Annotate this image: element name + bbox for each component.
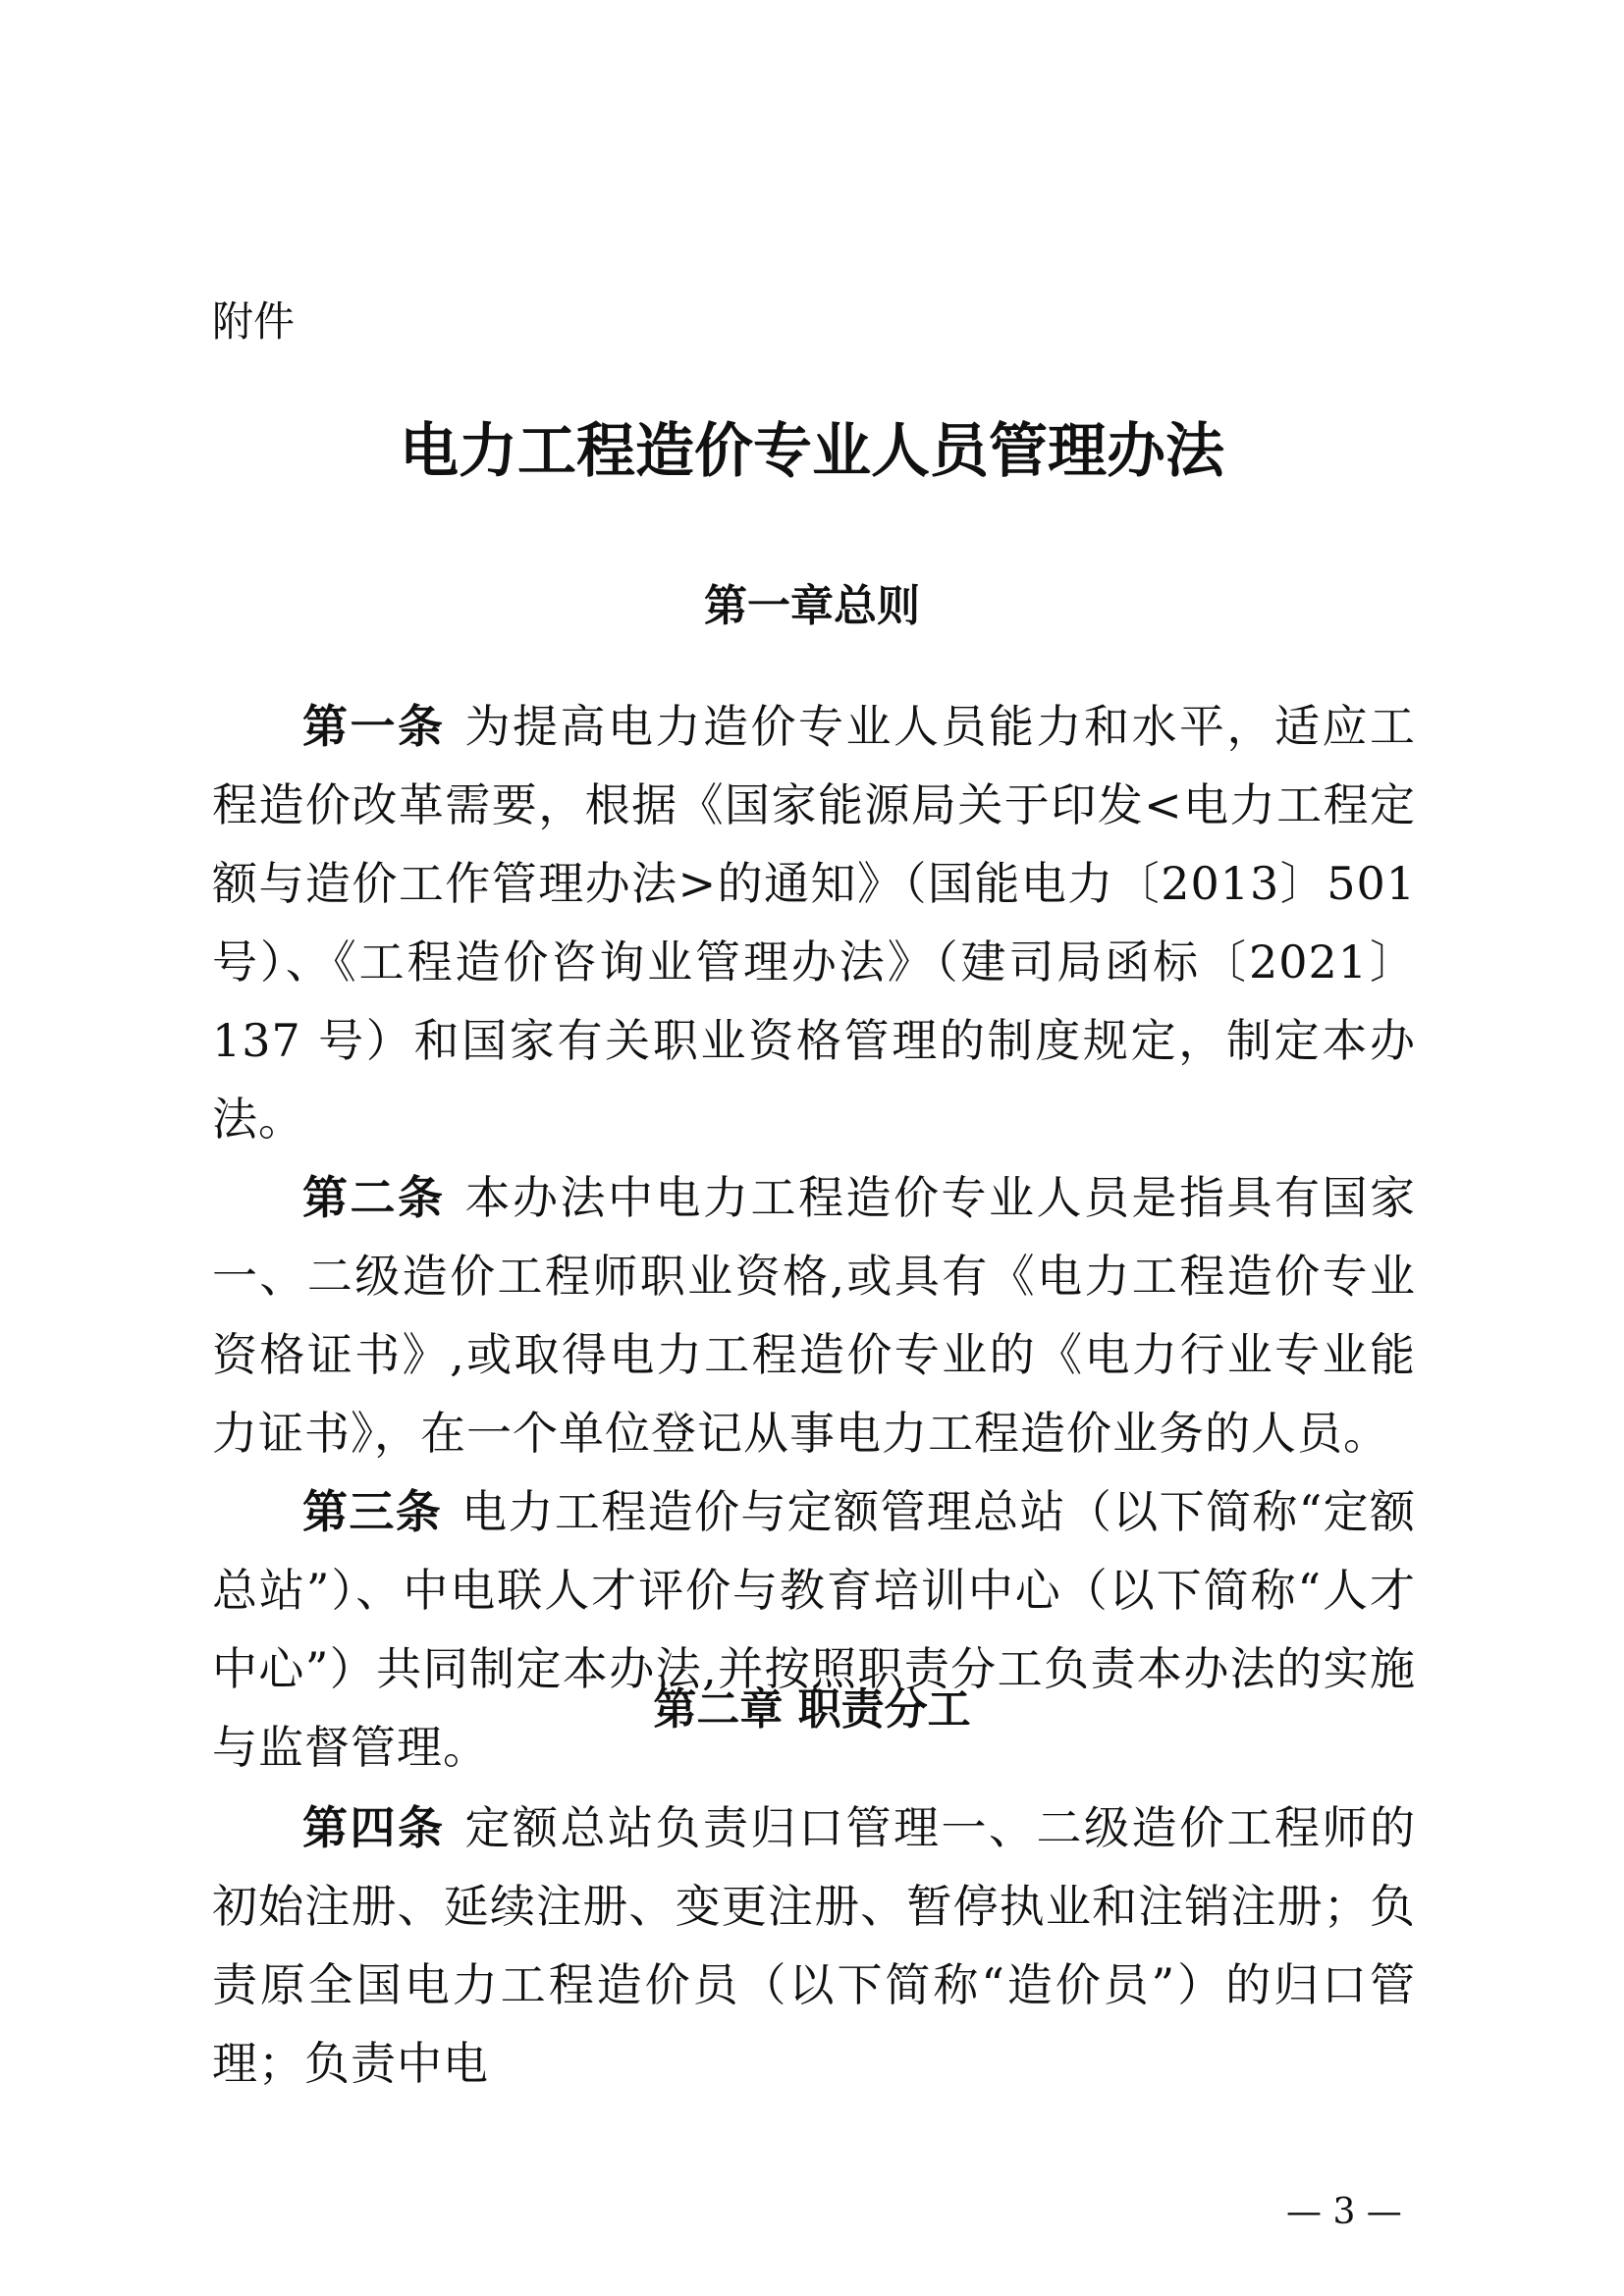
article-3-text: 电力工程造价与定额管理总站（以下简称“定额总站”）、中电联人才评价与教育培训中心（以下简称“人才中心”）共同制定本办法,并按照职责分工负责本办法的实施与监督管理。 <box>212 1485 1416 1774</box>
article-2-label: 第二条 <box>302 1171 446 1224</box>
chapter-2-heading: 第二章 职责分工 <box>653 1684 971 1735</box>
chapter-1-heading: 第一章总则 <box>704 581 920 631</box>
article-4-text: 定额总站负责归口管理一、二级造价工程师的初始注册、延续注册、变更注册、暂停执业和注销注册；负责原全国电力工程造价员（以下简称“造价员”）的归口管理；负责中电 <box>212 1801 1416 2090</box>
article-3-label: 第三条 <box>302 1485 443 1538</box>
page-number: — 3 — <box>1286 2192 1402 2232</box>
article-2 <box>212 1158 1416 1472</box>
attachment-label: 附件 <box>212 297 296 346</box>
article-2-text: 本办法中电力工程造价专业人员是指具有国家一、二级造价工程师职业资格,或具有《电力工程造价专业资格证书》,或取得电力工程造价专业的《电力行业专业能力证书》，在一个单位登记从事电力工程造价业务的人员。 <box>212 1171 1416 1460</box>
chapter-1-body <box>212 687 1416 1787</box>
article-1-text: 为提高电力造价专业人员能力和水平，适应工程造价改革需要，根据《国家能源局关于印发<电力工程定额与造价工作管理办法>的通知》（国能电力〔2013〕501 号）、《工程造价咨询业管理办法》（建司局函标〔2021〕137 号）和国家有关职业资格管理的制度规定，制定本办法。 <box>212 700 1416 1146</box>
document-title: 电力工程造价专业人员管理办法 <box>400 417 1224 486</box>
article-1 <box>212 687 1416 1158</box>
article-4 <box>212 1789 1416 2103</box>
article-3 <box>212 1472 1416 1787</box>
article-4-label: 第四条 <box>302 1801 446 1854</box>
chapter-2-body <box>212 1789 1416 2103</box>
article-1-label: 第一条 <box>302 700 446 753</box>
